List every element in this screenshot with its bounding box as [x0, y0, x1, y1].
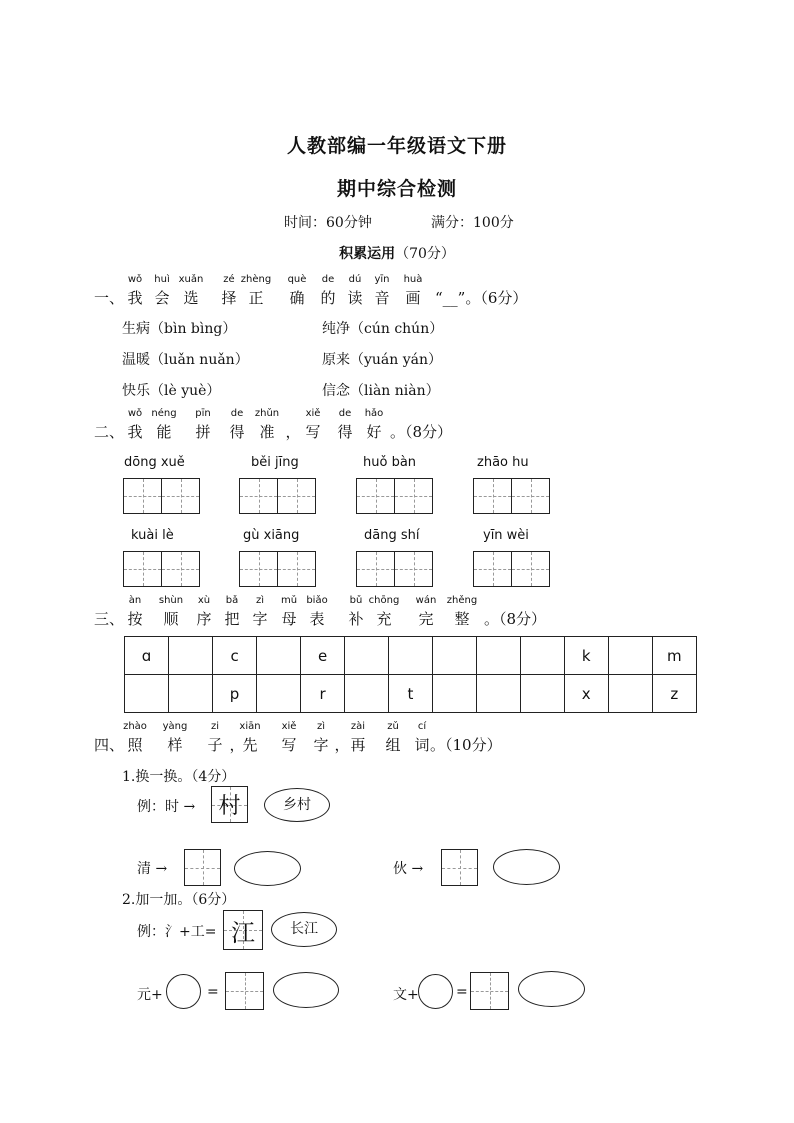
hanzi-char: 补	[348, 610, 364, 628]
pinyin-char	[385, 721, 401, 755]
hanzi-char: 序	[196, 610, 212, 628]
alphabet-cell[interactable]	[169, 675, 213, 713]
pinyin-char	[123, 721, 147, 755]
pinyin-char	[374, 274, 390, 308]
pinyin-char	[239, 721, 261, 755]
q1-item: 温暖（luǎn nuǎn）	[122, 352, 249, 368]
alphabet-table	[124, 636, 697, 713]
pinyin-annotation: zi	[210, 721, 220, 732]
alphabet-cell: ɑ	[125, 637, 169, 675]
alphabet-cell[interactable]	[476, 675, 520, 713]
question-4-suffix: 。（10分）	[430, 736, 502, 754]
pinyin-annotation: pīn	[195, 408, 211, 419]
alphabet-cell[interactable]	[125, 675, 169, 713]
word-answer-oval[interactable]	[493, 849, 560, 885]
equals-sign: =	[207, 984, 219, 1000]
pinyin-annotation: zhèng	[240, 274, 272, 285]
hanzi-char: 得	[229, 423, 245, 441]
pinyin-annotation: xuǎn	[178, 274, 204, 285]
hanzi-char: 准	[259, 423, 275, 441]
component-answer-circle[interactable]	[418, 974, 453, 1009]
pinyin-prompt: dāng shí	[364, 528, 420, 543]
writing-grid[interactable]	[473, 551, 550, 587]
pinyin-annotation: yàng	[162, 721, 188, 732]
hanzi-char: 整	[454, 610, 470, 628]
q1-item: 纯净（cún chún）	[322, 321, 444, 337]
subquestion-2-title: 2.加一加。（6分）	[122, 892, 236, 908]
pinyin-prompt: gù xiāng	[243, 528, 300, 543]
pinyin-char	[364, 408, 384, 442]
pinyin-char	[229, 408, 245, 442]
char-answer-box[interactable]	[225, 972, 264, 1010]
alphabet-cell[interactable]	[520, 637, 564, 675]
question-3-number: 三、	[94, 610, 125, 628]
pinyin-annotation: dú	[348, 274, 362, 285]
writing-grid[interactable]	[356, 478, 433, 514]
hanzi-char: ，	[334, 736, 350, 754]
hanzi-char: 得	[337, 423, 353, 441]
pinyin-annotation: zhěng	[446, 595, 478, 606]
q1-item: 信念（liàn niàn）	[322, 383, 440, 399]
pinyin-char	[350, 721, 366, 755]
hanzi-char: 正	[248, 289, 264, 307]
question-1-suffix: “__”。（6分）	[435, 289, 528, 307]
pinyin-annotation: wán	[415, 595, 437, 606]
alphabet-cell[interactable]	[476, 637, 520, 675]
hanzi-char: 会	[154, 289, 170, 307]
hanzi-char: 我	[127, 423, 143, 441]
pinyin-annotation: zì	[316, 721, 326, 732]
example-char-box	[211, 786, 248, 823]
char-answer-box[interactable]	[441, 849, 478, 886]
component-answer-circle[interactable]	[166, 974, 201, 1009]
char-answer-box[interactable]	[470, 972, 509, 1010]
pinyin-prompt: dōng xuě	[124, 455, 185, 470]
alphabet-cell: x	[564, 675, 608, 713]
alphabet-cell: k	[564, 637, 608, 675]
alphabet-cell[interactable]	[608, 637, 652, 675]
writing-grid[interactable]	[239, 478, 316, 514]
pinyin-annotation: zé	[223, 274, 235, 285]
alphabet-cell[interactable]	[433, 675, 477, 713]
hanzi-char: 按	[127, 610, 143, 628]
pinyin-prompt: běi jīng	[251, 455, 299, 470]
hanzi-char: 母	[281, 610, 297, 628]
pinyin-annotation: bǎ	[225, 595, 239, 606]
alphabet-cell: m	[652, 637, 696, 675]
pinyin-char	[334, 734, 350, 755]
example-word-oval: 乡村	[264, 788, 330, 822]
pinyin-annotation: bǔ	[349, 595, 363, 606]
pinyin-annotation: yīn	[374, 274, 390, 285]
hanzi-char: 完	[418, 610, 434, 628]
pinyin-char	[221, 274, 237, 308]
pinyin-annotation: wǒ	[127, 274, 143, 285]
alphabet-cell: e	[301, 637, 345, 675]
pinyin-annotation: néng	[151, 408, 177, 419]
pinyin-prompt: zhāo hu	[477, 455, 529, 470]
pinyin-annotation: àn	[128, 595, 142, 606]
pinyin-annotation: xù	[197, 595, 211, 606]
alphabet-cell: z	[652, 675, 696, 713]
hanzi-char: 我	[127, 289, 143, 307]
section-points: （70分）	[395, 246, 455, 262]
pinyin-char	[306, 595, 328, 629]
hanzi-char: 的	[320, 289, 336, 307]
pinyin-char	[240, 274, 272, 308]
time-limit: 时间：60分钟	[284, 215, 372, 231]
pinyin-char	[347, 274, 363, 308]
word-answer-oval[interactable]	[518, 971, 585, 1007]
alphabet-cell[interactable]	[520, 675, 564, 713]
alphabet-cell: t	[388, 675, 432, 713]
pinyin-annotation: biǎo	[306, 595, 328, 606]
swap-prefix-right: 伙 →	[393, 861, 424, 877]
add-prefix-left: 元+	[137, 987, 163, 1003]
hanzi-char: 择	[221, 289, 237, 307]
hanzi-char: 词	[414, 736, 430, 754]
pinyin-char	[287, 274, 307, 308]
hanzi-char: 选	[183, 289, 199, 307]
question-2-suffix: 。（8分）	[390, 423, 453, 441]
pinyin-char	[305, 408, 321, 442]
writing-grid[interactable]	[123, 551, 200, 587]
pinyin-char	[254, 408, 280, 442]
pinyin-char	[414, 721, 430, 755]
hanzi-char: 样	[167, 736, 183, 754]
hanzi-char: 字	[313, 736, 329, 754]
hanzi-char: 好	[366, 423, 382, 441]
alphabet-cell[interactable]	[608, 675, 652, 713]
hanzi-char: ，	[229, 736, 245, 754]
hanzi-char: 能	[156, 423, 172, 441]
pinyin-prompt: huǒ bàn	[363, 455, 417, 470]
pinyin-annotation: shùn	[158, 595, 184, 606]
char-answer-box[interactable]	[184, 849, 221, 886]
hanzi-char: 先	[242, 736, 258, 754]
alphabet-cell[interactable]	[257, 675, 301, 713]
hanzi-char: 再	[350, 736, 366, 754]
pinyin-char	[224, 595, 240, 629]
writing-grid[interactable]	[239, 551, 316, 587]
pinyin-prompt: kuài lè	[131, 528, 174, 543]
pinyin-char	[252, 595, 268, 629]
hanzi-char: 顺	[163, 610, 179, 628]
q1-item: 快乐（lè yuè）	[122, 383, 221, 399]
word-answer-oval[interactable]	[273, 972, 339, 1008]
writing-grid[interactable]	[473, 478, 550, 514]
alphabet-cell: c	[213, 637, 257, 675]
hanzi-char: 充	[376, 610, 392, 628]
pinyin-char	[403, 274, 423, 308]
full-score: 满分：100分	[431, 215, 514, 231]
writing-grid[interactable]	[123, 478, 200, 514]
hanzi-char: 表	[309, 610, 325, 628]
hanzi-char: 字	[252, 610, 268, 628]
pinyin-char	[151, 408, 177, 442]
pinyin-annotation: zhǔn	[254, 408, 280, 419]
pinyin-char	[154, 274, 170, 308]
pinyin-char	[178, 274, 204, 308]
pinyin-char	[415, 595, 437, 629]
alphabet-cell[interactable]	[388, 637, 432, 675]
alphabet-cell[interactable]	[433, 637, 477, 675]
pinyin-char	[368, 595, 400, 629]
pinyin-annotation: xiān	[239, 721, 261, 732]
pinyin-annotation: què	[287, 274, 307, 285]
pinyin-annotation: wǒ	[127, 408, 143, 419]
q1-item: 原来（yuán yán）	[322, 352, 443, 368]
example-char: 江	[231, 919, 255, 947]
equals-sign: =	[456, 984, 468, 1000]
pinyin-char	[285, 421, 301, 442]
hanzi-char: 音	[374, 289, 390, 307]
pinyin-char	[127, 408, 143, 442]
q1-item: 生病（bìn bìng）	[122, 321, 237, 337]
pinyin-annotation: de	[230, 408, 244, 419]
pinyin-char	[127, 274, 143, 308]
hanzi-char: 画	[405, 289, 421, 307]
alphabet-cell: p	[213, 675, 257, 713]
alphabet-cell[interactable]	[169, 637, 213, 675]
question-3-suffix: 。（8分）	[484, 610, 547, 628]
pinyin-annotation: cí	[417, 721, 427, 732]
pinyin-char	[207, 721, 223, 755]
pinyin-prompt: yīn wèi	[483, 528, 529, 543]
pinyin-annotation: de	[321, 274, 335, 285]
word-answer-oval[interactable]	[234, 851, 301, 886]
alphabet-cell[interactable]	[345, 637, 389, 675]
pinyin-annotation: zì	[255, 595, 265, 606]
add-prefix-right: 文+	[393, 987, 419, 1003]
pinyin-annotation: mǔ	[280, 595, 298, 606]
question-1-number: 一、	[94, 289, 125, 307]
alphabet-cell[interactable]	[257, 637, 301, 675]
pinyin-annotation: zhào	[123, 721, 147, 732]
question-4-number: 四、	[94, 736, 125, 754]
pinyin-char	[280, 595, 298, 629]
swap-prefix-left: 清 →	[137, 861, 168, 877]
alphabet-cell[interactable]	[345, 675, 389, 713]
hanzi-char: ，	[285, 423, 301, 441]
page-subtitle: 期中综合检测	[336, 178, 457, 200]
pinyin-char	[127, 595, 143, 629]
pinyin-annotation: de	[338, 408, 352, 419]
alphabet-row	[125, 637, 697, 675]
pinyin-annotation: chōng	[368, 595, 400, 606]
pinyin-char	[195, 408, 211, 442]
example-prefix: 例：时 →	[137, 799, 196, 815]
hanzi-char: 写	[305, 423, 321, 441]
hanzi-char: 组	[385, 736, 401, 754]
subquestion-1-title: 1.换一换。（4分）	[122, 769, 236, 785]
hanzi-char: 照	[127, 736, 143, 754]
pinyin-char	[158, 595, 184, 629]
pinyin-annotation: xiě	[281, 721, 297, 732]
writing-grid[interactable]	[356, 551, 433, 587]
hanzi-char: 拼	[195, 423, 211, 441]
pinyin-char	[348, 595, 364, 629]
pinyin-char	[162, 721, 188, 755]
example-char: 村	[218, 794, 241, 819]
page-title: 人教部编一年级语文下册	[286, 135, 507, 157]
alphabet-row	[125, 675, 697, 713]
pinyin-char	[196, 595, 212, 629]
pinyin-annotation: huà	[403, 274, 423, 285]
pinyin-char	[446, 595, 478, 629]
example-prefix: 例：氵+工=	[137, 924, 217, 940]
hanzi-char: 把	[224, 610, 240, 628]
section-heading	[0, 243, 794, 263]
example-char-box	[223, 910, 263, 950]
example-word-oval: 长江	[271, 912, 337, 947]
pinyin-char	[281, 721, 297, 755]
pinyin-char	[320, 274, 336, 308]
section-name: 积累运用	[339, 246, 396, 262]
pinyin-char	[313, 721, 329, 755]
pinyin-char	[337, 408, 353, 442]
hanzi-char: 确	[289, 289, 305, 307]
question-2-number: 二、	[94, 423, 125, 441]
pinyin-annotation: zǔ	[387, 721, 399, 732]
pinyin-annotation: hǎo	[364, 408, 384, 419]
pinyin-annotation: zài	[350, 721, 366, 732]
pinyin-annotation: xiě	[305, 408, 321, 419]
pinyin-annotation: huì	[154, 274, 170, 285]
hanzi-char: 读	[347, 289, 363, 307]
hanzi-char: 子	[207, 736, 223, 754]
hanzi-char: 写	[281, 736, 297, 754]
alphabet-cell: r	[301, 675, 345, 713]
